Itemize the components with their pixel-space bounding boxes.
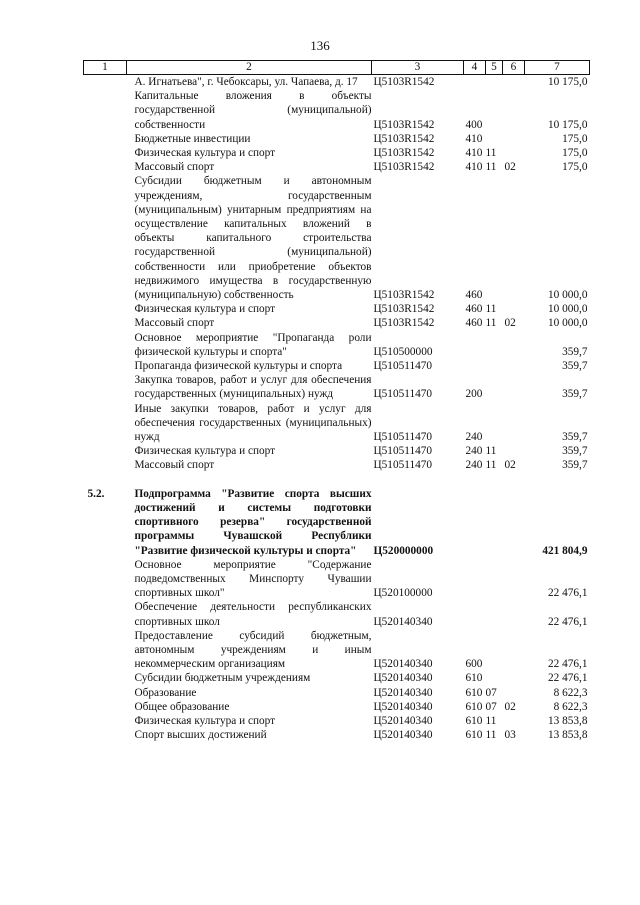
row-number xyxy=(84,331,127,359)
amount: 10 175,0 xyxy=(547,76,588,88)
expense-type-code: 600 xyxy=(465,658,483,671)
target-code: Ц520140340 xyxy=(373,686,433,699)
subsection-code xyxy=(503,373,525,401)
amount: 10 000,0 xyxy=(547,289,588,302)
section-code: 11 xyxy=(485,303,497,316)
row-number xyxy=(84,444,127,458)
expense-type-code: 410 xyxy=(465,132,483,145)
row-number xyxy=(84,714,127,728)
amount: 8 622,3 xyxy=(553,700,588,713)
expense-type-code: 460 xyxy=(465,303,483,316)
subsection-code xyxy=(503,487,525,558)
item-name: Капитальные вложения в объекты государственной (муниципальной) собственности xyxy=(134,90,372,131)
subsection-code: 02 xyxy=(504,700,516,713)
expense-type-code: 200 xyxy=(465,388,483,401)
section-code: 11 xyxy=(485,714,497,727)
item-name: Массовый спорт xyxy=(134,161,215,174)
amount: 13 853,8 xyxy=(547,729,588,742)
target-code: Ц520140340 xyxy=(373,700,433,713)
section-code xyxy=(486,671,503,685)
spacer-row xyxy=(84,473,590,487)
section-code xyxy=(486,373,503,401)
expense-type-code: 240 xyxy=(465,431,483,444)
column-header: 1 xyxy=(84,61,127,75)
target-code: Ц5103R1542 xyxy=(373,76,435,88)
table-body xyxy=(84,75,590,743)
expense-type-code: 410 xyxy=(465,147,483,160)
subsection-code xyxy=(503,302,525,316)
target-code: Ц5103R1542 xyxy=(373,147,435,160)
column-header: 7 xyxy=(525,61,590,75)
section-code xyxy=(486,402,503,445)
table-row xyxy=(84,728,590,742)
row-number xyxy=(84,700,127,714)
section-code xyxy=(486,558,503,601)
subsection-code xyxy=(503,671,525,685)
section-code xyxy=(486,629,503,672)
table-row xyxy=(84,458,590,472)
subsection-code xyxy=(503,600,525,628)
expense-type-code: 460 xyxy=(465,289,483,302)
row-number xyxy=(84,89,127,132)
section-code xyxy=(486,75,503,90)
column-header: 6 xyxy=(503,61,525,75)
target-code: Ц510500000 xyxy=(373,345,433,358)
subsection-code: 02 xyxy=(504,161,516,174)
budget-table xyxy=(83,60,590,742)
section-code: 11 xyxy=(485,161,497,174)
target-code: Ц520140340 xyxy=(373,672,433,685)
row-number xyxy=(84,75,127,90)
section-code xyxy=(486,331,503,359)
table-row xyxy=(84,75,590,90)
amount: 175,0 xyxy=(562,161,588,174)
table-row xyxy=(84,174,590,302)
amount: 22 476,1 xyxy=(547,658,588,671)
column-header: 5 xyxy=(486,61,503,75)
table-row xyxy=(84,686,590,700)
item-name: Спорт высших достижений xyxy=(134,729,267,742)
amount: 359,7 xyxy=(562,345,588,358)
table-row xyxy=(84,600,590,628)
row-number xyxy=(84,373,127,401)
table-row xyxy=(84,331,590,359)
target-code: Ц5103R1542 xyxy=(373,289,435,302)
item-name: Предоставление субсидий бюджетным, автономным учреждениям и иным некоммерческим организациям xyxy=(134,629,372,671)
expense-type-code: 610 xyxy=(465,729,483,742)
table-row xyxy=(84,302,590,316)
item-name: Основное мероприятие "Содержание подведомственных Минспорту Чувашии спортивных школ" xyxy=(134,558,372,600)
amount: 359,7 xyxy=(562,459,588,472)
subsection-code xyxy=(503,75,525,90)
expense-type-code xyxy=(464,359,486,373)
subsection-code: 02 xyxy=(504,459,516,472)
column-header: 3 xyxy=(372,61,464,75)
subsection-code xyxy=(503,558,525,601)
table-row xyxy=(84,671,590,685)
amount: 359,7 xyxy=(562,431,588,444)
subsection-code xyxy=(503,629,525,672)
section-code xyxy=(486,132,503,146)
section-code xyxy=(486,89,503,132)
item-name: Физическая культура и спорт xyxy=(134,714,276,727)
target-code: Ц510511470 xyxy=(373,431,433,444)
expense-type-code: 240 xyxy=(465,459,483,472)
target-code: Ц510511470 xyxy=(373,459,433,472)
row-number xyxy=(84,302,127,316)
amount: 10 175,0 xyxy=(547,118,588,131)
row-number xyxy=(84,686,127,700)
target-code: Ц520140340 xyxy=(373,714,433,727)
target-code: Ц510511470 xyxy=(373,388,433,401)
item-name: Массовый спорт xyxy=(134,317,215,330)
amount: 10 000,0 xyxy=(547,317,588,330)
expense-type-code: 610 xyxy=(465,672,483,685)
subsection-code xyxy=(503,359,525,373)
row-number xyxy=(84,402,127,445)
expense-type-code: 410 xyxy=(465,161,483,174)
expense-type-code xyxy=(464,487,486,558)
table-row xyxy=(84,714,590,728)
section-code xyxy=(486,487,503,558)
table-header xyxy=(84,61,590,75)
row-number xyxy=(84,728,127,742)
table-row xyxy=(84,558,590,601)
section-code: 11 xyxy=(485,445,497,458)
table-row xyxy=(84,487,590,558)
column-header: 2 xyxy=(127,61,372,75)
subsection-code xyxy=(503,402,525,445)
row-number xyxy=(84,160,127,174)
page-number: 136 xyxy=(310,38,330,53)
expense-type-code: 610 xyxy=(465,700,483,713)
table-row xyxy=(84,700,590,714)
row-number xyxy=(84,174,127,302)
amount: 359,7 xyxy=(562,445,588,458)
amount: 359,7 xyxy=(562,388,588,401)
amount: 22 476,1 xyxy=(547,615,588,628)
amount: 175,0 xyxy=(562,132,588,145)
table-row xyxy=(84,160,590,174)
table-row xyxy=(84,373,590,401)
item-name: Пропаганда физической культуры и спорта xyxy=(134,360,343,373)
table-row xyxy=(84,132,590,146)
row-number xyxy=(84,132,127,146)
target-code: Ц510511470 xyxy=(373,445,433,458)
item-name: Физическая культура и спорт xyxy=(134,303,276,316)
row-number xyxy=(84,671,127,685)
subsection-code: 03 xyxy=(504,729,516,742)
row-number xyxy=(84,146,127,160)
subsection-code xyxy=(503,132,525,146)
column-number-row xyxy=(84,61,590,75)
item-name: Физическая культура и спорт xyxy=(134,147,276,160)
subsection-code xyxy=(503,146,525,160)
section-code: 11 xyxy=(485,317,497,330)
spacer-cell xyxy=(84,473,590,487)
amount: 421 804,9 xyxy=(542,544,588,557)
subsection-code xyxy=(503,714,525,728)
expense-type-code: 460 xyxy=(465,317,483,330)
item-name: Закупка товаров, работ и услуг для обеспечения государственных (муниципальных) нужд xyxy=(134,374,372,401)
expense-type-code xyxy=(464,331,486,359)
table-row xyxy=(84,629,590,672)
subsection-code xyxy=(503,444,525,458)
table-row xyxy=(84,402,590,445)
table-row xyxy=(84,444,590,458)
amount: 13 853,8 xyxy=(547,714,588,727)
item-name: Иные закупки товаров, работ и услуг для обеспечения государственных (муниципальных) нужд xyxy=(134,402,372,444)
section-code: 07 xyxy=(485,686,497,699)
section-code xyxy=(486,174,503,302)
subsection-code xyxy=(503,331,525,359)
target-code: Ц520140340 xyxy=(373,615,433,628)
target-code: Ц520000000 xyxy=(373,544,434,557)
row-number: 5.2. xyxy=(87,487,105,500)
row-number xyxy=(84,629,127,672)
section-code: 11 xyxy=(485,459,497,472)
item-name: Общее образование xyxy=(134,700,230,713)
subsection-code xyxy=(503,89,525,132)
target-code: Ц520140340 xyxy=(373,729,433,742)
subsection-code xyxy=(503,174,525,302)
section-code xyxy=(486,359,503,373)
section-code: 11 xyxy=(485,729,497,742)
amount: 359,7 xyxy=(562,360,588,373)
target-code: Ц5103R1542 xyxy=(373,317,435,330)
target-code: Ц510511470 xyxy=(373,360,433,373)
target-code: Ц5103R1542 xyxy=(373,118,435,131)
row-number xyxy=(84,558,127,601)
row-number xyxy=(84,600,127,628)
section-code xyxy=(486,600,503,628)
amount: 175,0 xyxy=(562,147,588,160)
target-code: Ц5103R1542 xyxy=(373,161,435,174)
expense-type-code: 610 xyxy=(465,714,483,727)
expense-type-code: 400 xyxy=(465,118,483,131)
row-number xyxy=(84,458,127,472)
expense-type-code xyxy=(464,600,486,628)
target-code: Ц520140340 xyxy=(373,658,433,671)
item-name: Бюджетные инвестиции xyxy=(134,132,251,145)
column-header: 4 xyxy=(464,61,486,75)
item-name: Образование xyxy=(134,686,197,699)
amount: 22 476,1 xyxy=(547,587,588,600)
expense-type-code: 610 xyxy=(465,686,483,699)
amount: 10 000,0 xyxy=(547,303,588,316)
subsection-code xyxy=(503,686,525,700)
item-name: Физическая культура и спорт xyxy=(134,445,276,458)
expense-type-code xyxy=(464,558,486,601)
row-number xyxy=(84,359,127,373)
table-row xyxy=(84,89,590,132)
section-code: 07 xyxy=(485,700,497,713)
item-name: А. Игнатьева", г. Чебоксары, ул. Чапаева, д. 17 xyxy=(134,76,358,88)
amount: 22 476,1 xyxy=(547,672,588,685)
target-code: Ц520100000 xyxy=(373,587,433,600)
target-code: Ц5103R1542 xyxy=(373,132,435,145)
item-name: Подпрограмма "Развитие спорта высших достижений и системы подготовки спортивного резерва" государственной программы Чувашской Республики "Развитие физической культуры и спорта" xyxy=(134,487,372,557)
target-code: Ц5103R1542 xyxy=(373,303,435,316)
item-name: Субсидии бюджетным учреждениям xyxy=(134,672,311,685)
item-name: Основное мероприятие "Пропаганда роли физической культуры и спорта" xyxy=(134,331,372,358)
table-row xyxy=(84,316,590,330)
amount: 8 622,3 xyxy=(553,686,588,699)
item-name: Обеспечение деятельности республиканских спортивных школ xyxy=(134,601,372,628)
section-code: 11 xyxy=(485,147,497,160)
expense-type-code xyxy=(464,75,486,90)
item-name: Массовый спорт xyxy=(134,459,215,472)
table-row xyxy=(84,146,590,160)
subsection-code: 02 xyxy=(504,317,516,330)
expense-type-code: 240 xyxy=(465,445,483,458)
item-name: Субсидии бюджетным и автономным учреждениям, государственным (муниципальным) унитарным предприятиям на осуществление капитальных вложений в объекты капитального строительства государственной (муниципальной) собственности или приобретение объектов недвижимого имущества в государственную (муниципальную) собственность xyxy=(134,175,372,302)
row-number xyxy=(84,316,127,330)
table-row xyxy=(84,359,590,373)
